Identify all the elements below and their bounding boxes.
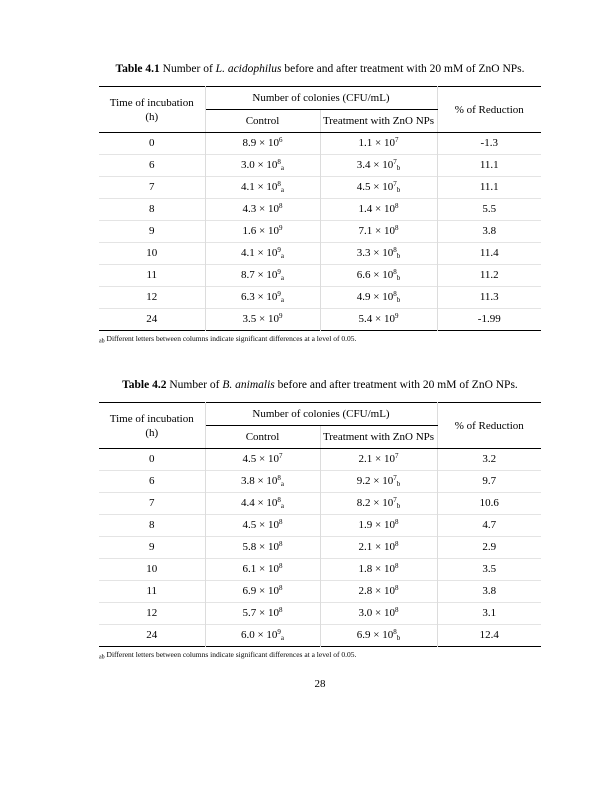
control-cell: $4.5 \times 10^7$ bbox=[205, 449, 320, 471]
caption-label: Table 4.2 bbox=[122, 379, 167, 391]
header-time-line2: (h) bbox=[145, 426, 159, 439]
treatment-cell: $6.6 \times 10^8_b$ bbox=[320, 265, 437, 287]
treatment-cell: $5.4 \times 10^9$ bbox=[320, 309, 437, 331]
reduction-cell: 4.7 bbox=[437, 515, 541, 537]
treatment-cell: $2.8 \times 10^8$ bbox=[320, 581, 437, 603]
table-row bbox=[99, 449, 541, 471]
caption-species: L. acidophilus bbox=[215, 63, 282, 75]
time-cell: 24 bbox=[99, 309, 205, 331]
page-number: 28 bbox=[314, 678, 326, 690]
control-cell: $6.9 \times 10^8$ bbox=[205, 581, 320, 603]
table-header bbox=[99, 87, 541, 133]
reduction-cell: -1.3 bbox=[480, 137, 498, 149]
time-cell: 7 bbox=[99, 177, 205, 199]
reduction-cell: 12.4 bbox=[437, 625, 541, 647]
treatment-cell: $4.9 \times 10^8_b$ bbox=[320, 287, 437, 309]
treatment-cell: $6.9 \times 10^8_b$ bbox=[320, 625, 437, 647]
table-row bbox=[99, 243, 541, 265]
reduction-cell: 11.1 bbox=[437, 177, 541, 199]
control-cell: $3.5 \times 10^9$ bbox=[205, 309, 320, 331]
treatment-cell: $2.1 \times 10^8$ bbox=[320, 537, 437, 559]
table-row bbox=[99, 625, 541, 647]
reduction-cell: 5.5 bbox=[437, 199, 541, 221]
significance-letter: a bbox=[280, 186, 285, 194]
exponent: 8 bbox=[277, 158, 281, 166]
exponent: 7 bbox=[393, 180, 397, 188]
exponent: 9 bbox=[277, 290, 281, 298]
exponent: 8 bbox=[394, 540, 399, 548]
reduction-cell: 3.1 bbox=[437, 603, 541, 625]
exponent: 9 bbox=[277, 268, 281, 276]
exponent: 7 bbox=[393, 474, 397, 482]
exponent: 9 bbox=[278, 224, 283, 232]
header-time-line1: Time of incubation bbox=[109, 412, 194, 425]
significance-letter: a bbox=[280, 274, 285, 282]
time-cell: 8 bbox=[99, 199, 205, 221]
significance-letter: b bbox=[396, 480, 401, 488]
table-row bbox=[99, 265, 541, 287]
exponent: 8 bbox=[394, 584, 399, 592]
table-4-1-section bbox=[99, 62, 541, 344]
reduction-cell: 11.1 bbox=[437, 155, 541, 177]
treatment-cell: $1.1 \times 10^7$ bbox=[320, 133, 437, 155]
control-cell: $4.1 \times 10^9_a$ bbox=[205, 243, 320, 265]
table-row bbox=[99, 177, 541, 199]
reduction-cell: 3.2 bbox=[482, 453, 497, 465]
time-cell: 6 bbox=[99, 155, 205, 177]
exponent: 8 bbox=[393, 290, 397, 298]
exponent: 8 bbox=[277, 180, 281, 188]
significance-letter: a bbox=[280, 164, 285, 172]
colony-table bbox=[99, 402, 541, 647]
exponent: 7 bbox=[393, 496, 397, 504]
reduction-cell: 10.6 bbox=[437, 493, 541, 515]
time-cell: 0 bbox=[99, 133, 205, 155]
exponent: 8 bbox=[393, 628, 397, 636]
caption-text-post: before and after treatment with 20 mM of ZnO NPs. bbox=[281, 63, 525, 75]
significance-letter: a bbox=[280, 502, 285, 510]
colony-table bbox=[99, 86, 541, 331]
table-row bbox=[99, 515, 541, 537]
exponent: 9 bbox=[277, 246, 281, 254]
time-cell: 10 bbox=[99, 559, 205, 581]
caption-text-post: before and after treatment with 20 mM of ZnO NPs. bbox=[274, 379, 518, 391]
exponent: 7 bbox=[278, 452, 283, 460]
treatment-cell: $1.9 \times 10^8$ bbox=[320, 515, 437, 537]
time-cell: 9 bbox=[99, 221, 205, 243]
treatment-cell: $9.2 \times 10^7_b$ bbox=[320, 471, 437, 493]
significance-letter: b bbox=[396, 252, 401, 260]
time-cell: 6 bbox=[99, 471, 205, 493]
time-cell: 8 bbox=[99, 515, 205, 537]
header-treatment: Treatment with ZnO NPs bbox=[320, 426, 437, 449]
exponent: 7 bbox=[394, 452, 399, 460]
exponent: 8 bbox=[278, 562, 283, 570]
footnote-text: Different letters between columns indicate significant differences at a level of 0.05. bbox=[104, 650, 357, 659]
control-cell: $3.8 \times 10^8_a$ bbox=[205, 471, 320, 493]
exponent: 8 bbox=[394, 224, 399, 232]
exponent: 8 bbox=[278, 202, 283, 210]
control-cell: $6.1 \times 10^8$ bbox=[205, 559, 320, 581]
time-cell: 12 bbox=[99, 603, 205, 625]
time-cell: 0 bbox=[99, 449, 205, 471]
table-body bbox=[99, 133, 541, 331]
time-cell: 10 bbox=[99, 243, 205, 265]
table-row bbox=[99, 537, 541, 559]
treatment-cell: $4.5 \times 10^7_b$ bbox=[320, 177, 437, 199]
table-row bbox=[99, 493, 541, 515]
table-footnote bbox=[99, 334, 541, 344]
caption-text-pre: Number of bbox=[166, 379, 223, 391]
exponent: 8 bbox=[394, 518, 399, 526]
header-time-line2: (h) bbox=[145, 110, 159, 123]
significance-letter: a bbox=[280, 480, 285, 488]
table-row bbox=[99, 287, 541, 309]
time-cell: 11 bbox=[99, 581, 205, 603]
footnote-subscript: ab bbox=[99, 338, 105, 345]
header-percent-reduction: % of Reduction bbox=[437, 87, 541, 133]
header-number-of-colonies: Number of colonies (CFU/mL) bbox=[205, 403, 437, 426]
exponent: 8 bbox=[277, 496, 281, 504]
table-row bbox=[99, 559, 541, 581]
treatment-cell: $3.3 \times 10^8_b$ bbox=[320, 243, 437, 265]
table-footnote bbox=[99, 650, 541, 660]
exponent: 8 bbox=[394, 606, 399, 614]
header-row-1 bbox=[99, 403, 541, 426]
exponent: 8 bbox=[393, 268, 397, 276]
header-control: Control bbox=[205, 110, 320, 133]
control-cell: $5.8 \times 10^8$ bbox=[205, 537, 320, 559]
header-time-line1: Time of incubation bbox=[109, 96, 194, 109]
treatment-cell: $8.2 \times 10^7_b$ bbox=[320, 493, 437, 515]
control-cell: $8.9 \times 10^6$ bbox=[205, 133, 320, 155]
table-row bbox=[99, 133, 541, 155]
exponent: 8 bbox=[278, 606, 283, 614]
exponent: 8 bbox=[393, 246, 397, 254]
time-cell: 11 bbox=[99, 265, 205, 287]
header-time-of-incubation bbox=[99, 403, 205, 449]
header-row-1 bbox=[99, 87, 541, 110]
reduction-cell: 11.2 bbox=[437, 265, 541, 287]
significance-letter: b bbox=[396, 634, 401, 642]
control-cell: $4.3 \times 10^8$ bbox=[205, 199, 320, 221]
reduction-cell: 2.9 bbox=[437, 537, 541, 559]
exponent: 9 bbox=[394, 312, 399, 320]
header-percent-reduction: % of Reduction bbox=[437, 403, 541, 449]
treatment-cell: $1.4 \times 10^8$ bbox=[320, 199, 437, 221]
treatment-cell: $7.1 \times 10^8$ bbox=[320, 221, 437, 243]
time-cell: 7 bbox=[99, 493, 205, 515]
control-cell: $5.7 \times 10^8$ bbox=[205, 603, 320, 625]
time-cell: 24 bbox=[99, 625, 205, 647]
table-row bbox=[99, 471, 541, 493]
exponent: 8 bbox=[278, 540, 283, 548]
header-treatment: Treatment with ZnO NPs bbox=[320, 110, 437, 133]
reduction-cell: -1.99 bbox=[437, 309, 541, 331]
time-cell: 9 bbox=[99, 537, 205, 559]
significance-letter: a bbox=[280, 296, 285, 304]
exponent: 7 bbox=[393, 158, 397, 166]
control-cell: $4.4 \times 10^8_a$ bbox=[205, 493, 320, 515]
reduction-cell: 11.4 bbox=[437, 243, 541, 265]
significance-letter: b bbox=[396, 274, 401, 282]
exponent: 8 bbox=[394, 562, 399, 570]
control-cell: $4.5 \times 10^8$ bbox=[205, 515, 320, 537]
table-row bbox=[99, 309, 541, 331]
reduction-cell: 3.8 bbox=[437, 221, 541, 243]
control-cell: $4.1 \times 10^8_a$ bbox=[205, 177, 320, 199]
reduction-cell: 3.8 bbox=[437, 581, 541, 603]
table-4-2-section bbox=[99, 378, 541, 660]
exponent: 8 bbox=[277, 474, 281, 482]
exponent: 6 bbox=[278, 136, 283, 144]
header-time-of-incubation bbox=[99, 87, 205, 133]
table-row bbox=[99, 603, 541, 625]
treatment-cell: $1.8 \times 10^8$ bbox=[320, 559, 437, 581]
control-cell: $3.0 \times 10^8_a$ bbox=[205, 155, 320, 177]
table-caption bbox=[99, 378, 541, 393]
page-content bbox=[99, 0, 541, 690]
header-control: Control bbox=[205, 426, 320, 449]
exponent: 9 bbox=[278, 312, 283, 320]
table-caption bbox=[99, 62, 541, 77]
control-cell: $6.3 \times 10^9_a$ bbox=[205, 287, 320, 309]
significance-letter: b bbox=[396, 186, 401, 194]
caption-text-pre: Number of bbox=[159, 63, 216, 75]
exponent: 8 bbox=[278, 584, 283, 592]
table-row bbox=[99, 199, 541, 221]
treatment-cell: $3.4 \times 10^7_b$ bbox=[320, 155, 437, 177]
table-body bbox=[99, 449, 541, 647]
treatment-cell: $3.0 \times 10^8$ bbox=[320, 603, 437, 625]
header-number-of-colonies: Number of colonies (CFU/mL) bbox=[205, 87, 437, 110]
table-header bbox=[99, 403, 541, 449]
control-cell: $8.7 \times 10^9_a$ bbox=[205, 265, 320, 287]
treatment-cell: $2.1 \times 10^7$ bbox=[320, 449, 437, 471]
exponent: 9 bbox=[277, 628, 281, 636]
caption-species: B. animalis bbox=[222, 379, 275, 391]
table-row bbox=[99, 155, 541, 177]
footnote-text: Different letters between columns indicate significant differences at a level of 0.05. bbox=[104, 334, 357, 343]
significance-letter: b bbox=[396, 296, 401, 304]
significance-letter: a bbox=[280, 634, 285, 642]
exponent: 7 bbox=[394, 136, 399, 144]
time-cell: 12 bbox=[99, 287, 205, 309]
caption-label: Table 4.1 bbox=[115, 63, 160, 75]
footnote-subscript: ab bbox=[99, 654, 105, 661]
reduction-cell: 9.7 bbox=[437, 471, 541, 493]
significance-letter: a bbox=[280, 252, 285, 260]
significance-letter: b bbox=[396, 502, 401, 510]
exponent: 8 bbox=[278, 518, 283, 526]
table-row bbox=[99, 581, 541, 603]
significance-letter: b bbox=[396, 164, 401, 172]
table-row bbox=[99, 221, 541, 243]
exponent: 8 bbox=[394, 202, 399, 210]
reduction-cell: 11.3 bbox=[437, 287, 541, 309]
reduction-cell: 3.5 bbox=[437, 559, 541, 581]
control-cell: $6.0 \times 10^9_a$ bbox=[205, 625, 320, 647]
control-cell: $1.6 \times 10^9$ bbox=[205, 221, 320, 243]
